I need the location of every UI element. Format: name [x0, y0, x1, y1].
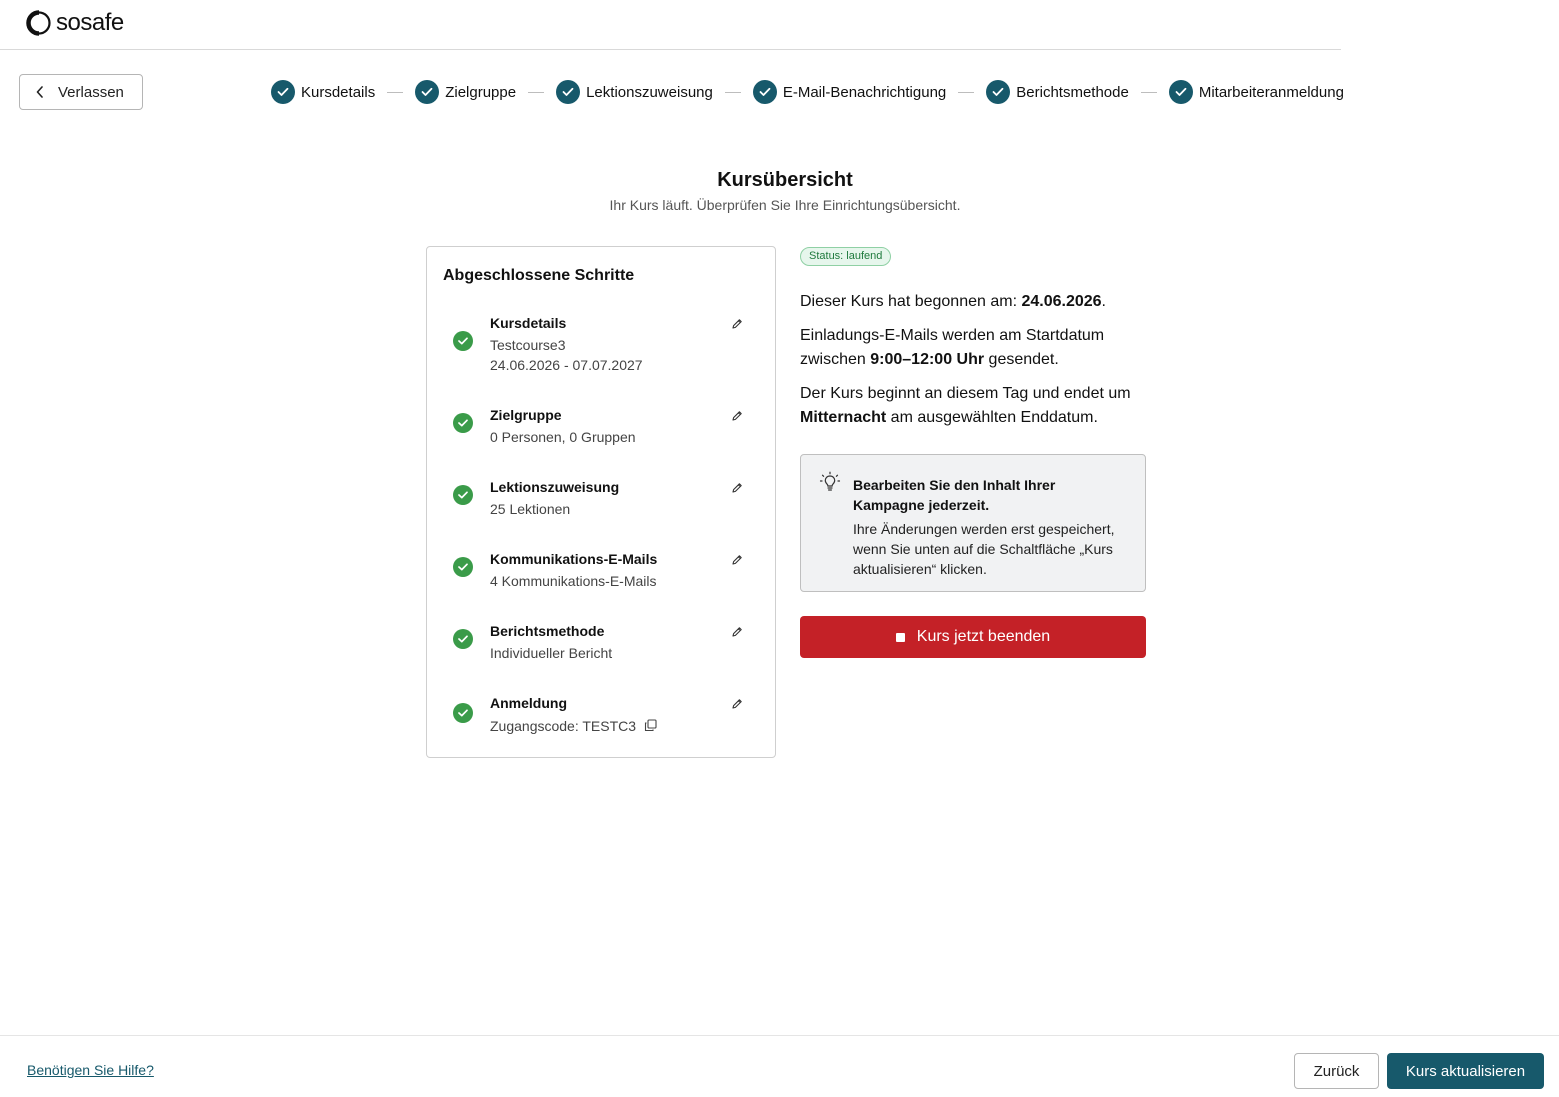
back-button-label: Zurück: [1313, 1062, 1360, 1080]
pencil-icon[interactable]: [729, 624, 745, 640]
completed-steps-card: [426, 246, 776, 758]
list-item-label: Zielgruppe: [490, 407, 562, 423]
check-icon: [415, 80, 439, 104]
step-mitarbeiteranmeldung[interactable]: [1169, 80, 1344, 104]
page-title: Kursübersicht: [717, 169, 853, 191]
logo: [26, 10, 124, 36]
step-email-benachrichtigung[interactable]: [753, 80, 946, 104]
end-time: Mitternacht: [800, 409, 887, 426]
check-icon: [986, 80, 1010, 104]
end-course-button[interactable]: [800, 616, 1146, 658]
check-circle-icon: [453, 413, 473, 433]
card-title: Abgeschlossene Schritte: [443, 267, 635, 284]
stop-icon: [896, 633, 905, 642]
end-course-label: Kurs jetzt beenden: [916, 628, 1051, 645]
update-course-button[interactable]: [1387, 1053, 1544, 1089]
check-circle-icon: [453, 331, 473, 351]
help-link[interactable]: Benötigen Sie Hilfe?: [27, 1062, 154, 1078]
tip-body: Ihre Änderungen werden erst gespeichert, wenn Sie unten auf die Schaltfläche „Kurs aktualisieren“ klicken.: [853, 521, 1115, 577]
step-label: Mitarbeiteranmeldung: [1198, 83, 1344, 101]
tip-box: [800, 454, 1146, 592]
step-label: Lektionszuweisung: [586, 83, 713, 101]
check-circle-icon: [453, 629, 473, 649]
step-separator: [1141, 92, 1157, 93]
step-separator: [387, 92, 403, 93]
step-separator: [725, 92, 741, 93]
course-end-info: [800, 382, 1160, 430]
page-heading: [0, 168, 1559, 214]
chevron-left-icon: [36, 86, 44, 98]
pencil-icon[interactable]: [729, 552, 745, 568]
update-course-label: Kurs aktualisieren: [1405, 1062, 1526, 1080]
list-item-detail: Individueller Bericht: [490, 645, 613, 661]
info-text-suffix: .: [1101, 293, 1106, 310]
list-item-detail: Testcourse3: [490, 337, 566, 353]
course-start-info: [800, 290, 1160, 314]
pencil-icon[interactable]: [729, 696, 745, 712]
info-text-prefix: Der Kurs beginnt an diesem Tag und endet um: [800, 385, 1131, 402]
info-text-prefix: Einladungs-E-Mails werden am Startdatum zwischen: [800, 327, 1105, 368]
list-item-detail: 4 Kommunikations-E-Mails: [490, 573, 657, 589]
pencil-icon[interactable]: [729, 316, 745, 332]
pencil-icon[interactable]: [729, 480, 745, 496]
step-separator: [958, 92, 974, 93]
step-label: Berichtsmethode: [1016, 83, 1129, 101]
list-item-label: Berichtsmethode: [490, 623, 605, 639]
step-label: E-Mail-Benachrichtigung: [782, 83, 947, 101]
footer: [0, 1035, 1559, 1097]
start-date: 24.06.2026: [1021, 293, 1102, 310]
status-badge: Status: laufend: [800, 247, 891, 266]
check-circle-icon: [453, 557, 473, 577]
invite-time: 9:00–12:00 Uhr: [870, 351, 985, 368]
step-separator: [528, 92, 544, 93]
list-item-label: Anmeldung: [490, 695, 567, 711]
list-item-label: Kursdetails: [490, 315, 567, 331]
step-lektionszuweisung[interactable]: [556, 80, 713, 104]
check-icon: [556, 80, 580, 104]
check-icon: [1169, 80, 1193, 104]
check-circle-icon: [453, 485, 473, 505]
progress-stepper: [271, 80, 1344, 104]
check-icon: [271, 80, 295, 104]
invite-info: [800, 324, 1160, 372]
info-text-suffix: gesendet.: [984, 351, 1059, 368]
leave-button[interactable]: [19, 74, 143, 110]
step-kursdetails[interactable]: [271, 80, 375, 104]
step-label: Zielgruppe: [445, 83, 517, 101]
info-text-suffix: am ausgewählten Enddatum.: [886, 409, 1098, 426]
access-code-row: [490, 716, 657, 737]
logo-text: sosafe: [56, 9, 124, 36]
step-zielgruppe[interactable]: [415, 80, 516, 104]
step-label: Kursdetails: [301, 83, 376, 101]
sosafe-logo-icon: [26, 10, 52, 36]
list-item-detail: 0 Personen, 0 Gruppen: [490, 429, 636, 445]
list-item-detail: 25 Lektionen: [490, 501, 571, 517]
list-item-detail: 24.06.2026 - 07.07.2027: [490, 357, 643, 373]
leave-button-label: Verlassen: [58, 83, 124, 101]
step-berichtsmethode[interactable]: [986, 80, 1129, 104]
top-bar: [0, 0, 1341, 50]
back-button[interactable]: [1294, 1053, 1379, 1089]
lightbulb-icon: [819, 471, 841, 498]
copy-icon[interactable]: [644, 717, 657, 737]
list-item-label: Kommunikations-E-Mails: [490, 551, 658, 567]
list-item-label: Lektionszuweisung: [490, 479, 620, 495]
tip-title: Bearbeiten Sie den Inhalt Ihrer Kampagne jederzeit.: [853, 477, 1056, 513]
check-circle-icon: [453, 703, 473, 723]
pencil-icon[interactable]: [729, 408, 745, 424]
page-subtitle: Ihr Kurs läuft. Überprüfen Sie Ihre Einrichtungsübersicht.: [609, 197, 961, 213]
check-icon: [753, 80, 777, 104]
access-code-text: Zugangscode: TESTC3: [490, 718, 637, 734]
info-text-prefix: Dieser Kurs hat begonnen am:: [800, 293, 1022, 310]
